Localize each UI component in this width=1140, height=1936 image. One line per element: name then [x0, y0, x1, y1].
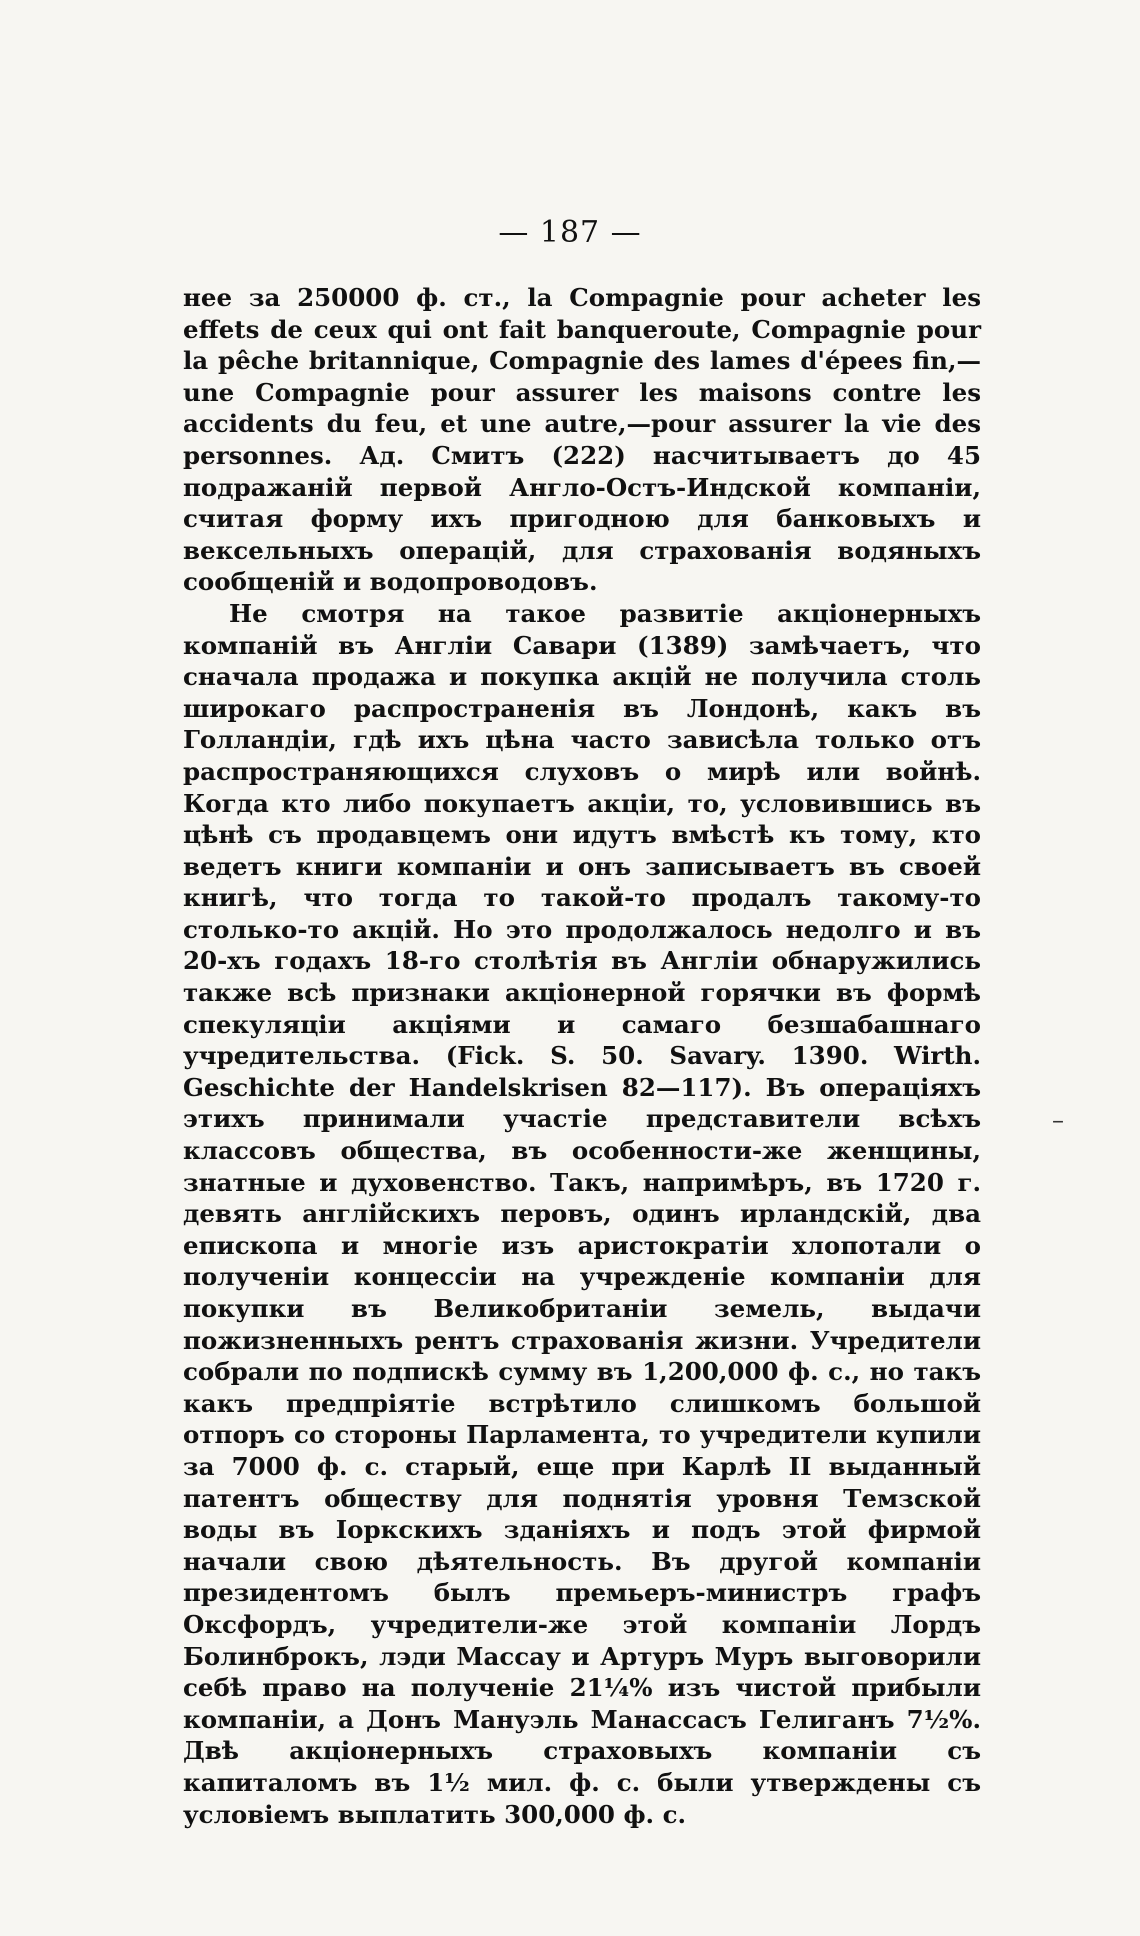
margin-mark: – — [1052, 1106, 1064, 1134]
page-number: — 187 — — [498, 215, 642, 250]
paragraph-1: нее за 250000 ф. ст., la Compagnie pour acheter les effets de ceux qui ont fait banqueroute, Compagnie pour la pêche britannique, Compagnie des lames d'épees fin,—une Compagnie pour assurer les maisons contre les accidents du feu, et une autre,—pour assurer la vie des personnes. Ад. Смитъ (222) насчитываетъ до 45 подражаній первой Англо-Остъ-Индской компаніи, считая форму ихъ пригодною для банковыхъ и вексельныхъ операцій, для страхованія водяныхъ сообщеній и водопроводовъ. — [183, 283, 981, 597]
body-text — [183, 282, 981, 1830]
paragraph-2: Не смотря на такое развитіе акціонерныхъ компаній въ Англіи Савари (1389) замѣчаетъ, что сначала продажа и покупка акцій не получила столь широкаго распространенія въ Лондонѣ, какъ въ Голландіи, гдѣ ихъ цѣна часто зависѣла только отъ распространяющихся слуховъ о мирѣ или войнѣ. Когда кто либо покупаетъ акціи, то, условившись въ цѣнѣ съ продавцемъ они идутъ вмѣстѣ къ тому, кто ведетъ книги компаніи и онъ записываетъ въ своей книгѣ, что тогда то такой-то продалъ такому-то столько-то акцій. Но это продолжалось недолго и въ 20-хъ годахъ 18-го столѣтія въ Англіи обнаружились также всѣ признаки акціонерной горячки въ формѣ спекуляціи акціями и самаго безшабашнаго учредительства. (Fick. S. 50. Savary. 1390. Wirth. Geschichte der Handelskrisen 82—117). Въ операціяхъ этихъ принимали участіе представители всѣхъ классовъ общества, въ особенности-же женщины, знатные и духовенство. Такъ, напримѣръ, въ 1720 г. девять англійскихъ перовъ, одинъ ирландскій, два епископа и многіе изъ аристократіи хлопотали о полученіи концессіи на учрежденіе компаніи для покупки въ Великобританіи земель, выдачи пожизненныхъ рентъ страхованія жизни. Учредители собрали по подпискѣ сумму въ 1,200,000 ф. с., но такъ какъ предпріятіе встрѣтило слишкомъ большой отпоръ со стороны Парламента, то учредители купили за 7000 ф. с. старый, еще при Карлѣ II выданный патентъ обществу для поднятія уровня Темзской воды въ Іоркскихъ зданіяхъ и подъ этой фирмой начали свою дѣятельность. Въ другой компаніи президентомъ былъ премьеръ-министръ графъ Оксфордъ, учредители-же этой компаніи Лордъ Болинброкъ, лэди Массау и Артуръ Муръ выговорили себѣ право на полученіе 21¼% изъ чистой прибыли компаніи, а Донъ Мануэль Манассасъ Гелиганъ 7½%. Двѣ акціонерныхъ страховыхъ компаніи съ капиталомъ въ 1½ мил. ф. с. были утверждены съ условіемъ выплатить 300,000 ф. с. — [183, 598, 981, 1829]
